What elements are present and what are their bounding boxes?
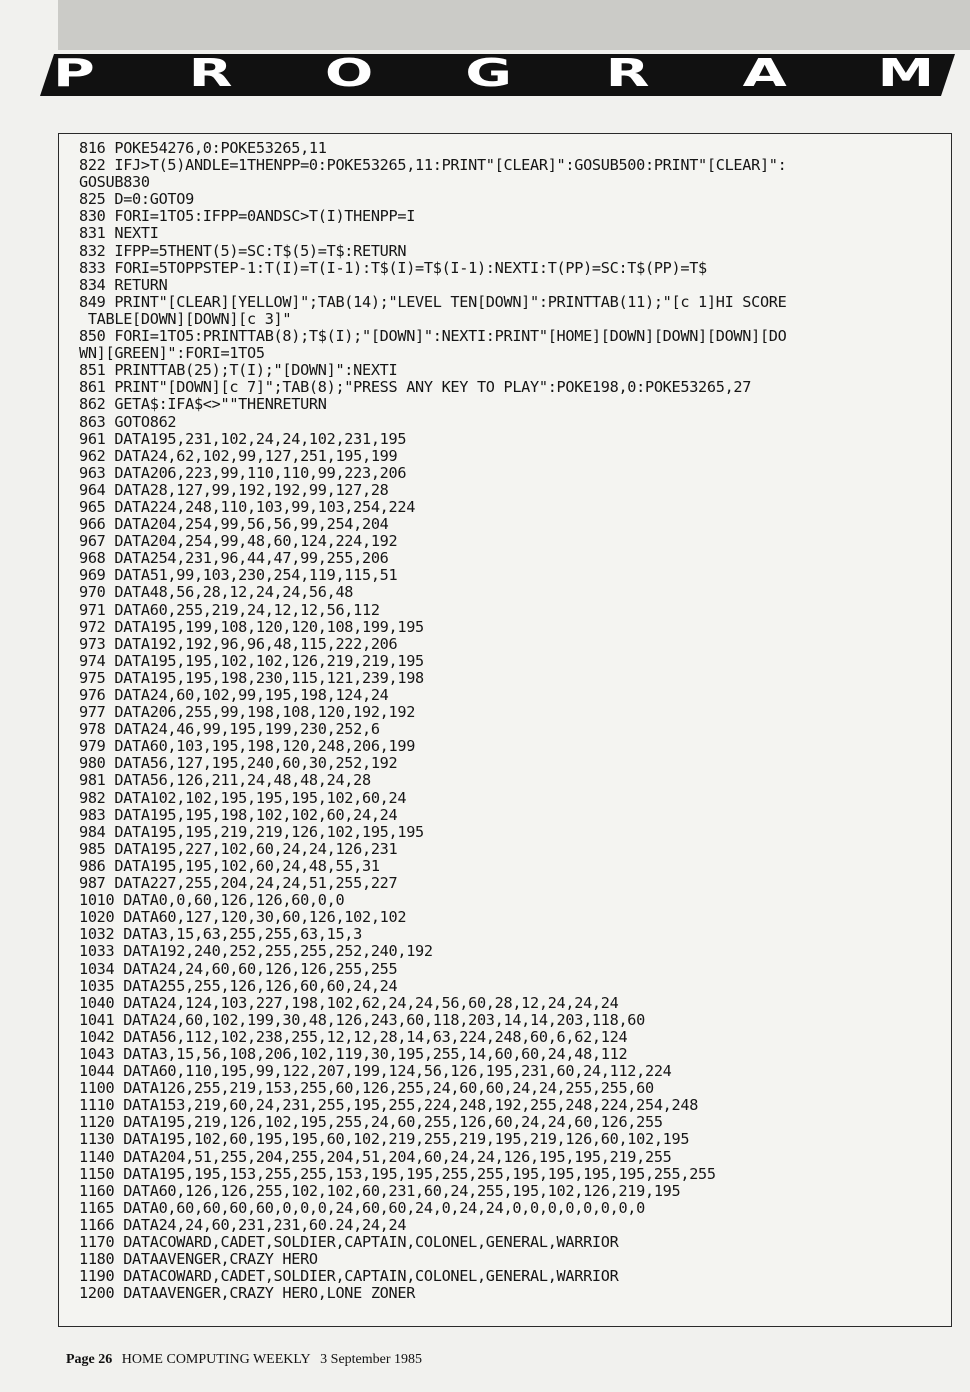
code-line: 1040 DATA24,124,103,227,198,102,62,24,24,56,60,28,12,24,24,24 — [79, 993, 619, 1012]
code-line: 966 DATA204,254,99,56,56,99,254,204 — [79, 515, 389, 534]
code-line: 987 DATA227,255,204,24,24,51,255,227 — [79, 874, 398, 893]
code-line: 1190 DATACOWARD,CADET,SOLDIER,CAPTAIN,COLONEL,GENERAL,WARRIOR — [79, 1267, 619, 1286]
program-banner — [40, 50, 955, 96]
code-line: 833 FORI=5TOPPSTEP-1:T(I)=T(I-1):T$(I)=T$(I-1):NEXTI:T(PP)=SC:T$(PP)=T$ — [79, 258, 707, 277]
code-line: 985 DATA195,227,102,60,24,24,126,231 — [79, 839, 398, 858]
code-line: 1140 DATA204,51,255,204,255,204,51,204,60,24,24,126,195,195,219,255 — [79, 1147, 672, 1166]
program-listing-box — [58, 133, 952, 1327]
banner-letter-g: G — [465, 51, 513, 95]
code-line: 834 RETURN — [79, 275, 168, 294]
code-line: 1180 DATAAVENGER,CRAZY HERO — [79, 1250, 318, 1269]
code-line: 971 DATA60,255,219,24,12,12,56,112 — [79, 600, 380, 619]
banner-letter-r2: R — [605, 51, 650, 95]
banner-letter-p: P — [53, 51, 95, 95]
code-line: 1160 DATA60,126,126,255,102,102,60,231,60,24,255,195,102,126,219,195 — [79, 1181, 681, 1200]
code-line: 980 DATA56,127,195,240,60,30,252,192 — [79, 754, 398, 773]
code-line: 863 GOTO862 — [79, 412, 177, 431]
code-line: 983 DATA195,195,198,102,102,60,24,24 — [79, 805, 398, 824]
code-line: 970 DATA48,56,28,12,24,24,56,48 — [79, 583, 354, 602]
code-line: 976 DATA24,60,102,99,195,198,124,24 — [79, 686, 389, 704]
code-line: 963 DATA206,223,99,110,110,99,223,206 — [79, 463, 407, 482]
code-line: 975 DATA195,195,198,230,115,121,239,198 — [79, 668, 424, 687]
code-line: 1120 DATA195,219,126,102,195,255,24,60,255,126,60,24,24,60,126,255 — [79, 1113, 663, 1132]
top-gray-bar — [58, 0, 970, 50]
issue-date: 3 September 1985 — [320, 1352, 423, 1367]
code-line: TABLE[DOWN][DOWN][c 3]" — [79, 309, 292, 328]
code-line: 1110 DATA153,219,60,24,231,255,195,255,224,248,192,255,248,224,254,248 — [79, 1096, 699, 1115]
banner-letter-m: M — [877, 51, 935, 95]
code-line: 1130 DATA195,102,60,195,195,60,102,219,255,219,195,219,126,60,102,195 — [79, 1130, 690, 1149]
code-line: 832 IFPP=5THENT(5)=SC:T$(5)=T$:RETURN — [79, 241, 407, 260]
code-line: 1170 DATACOWARD,CADET,SOLDIER,CAPTAIN,COLONEL,GENERAL,WARRIOR — [79, 1233, 619, 1251]
page-number: Page 26 — [66, 1352, 113, 1367]
code-line: 977 DATA206,255,99,198,108,120,192,192 — [79, 703, 416, 722]
code-line: 968 DATA254,231,96,44,47,99,255,206 — [79, 549, 389, 568]
code-line: 961 DATA195,231,102,24,24,102,231,195 — [79, 429, 407, 448]
code-line: 965 DATA224,248,110,103,99,103,254,224 — [79, 497, 416, 516]
publication-name: HOME COMPUTING WEEKLY — [121, 1352, 311, 1367]
code-line: 972 DATA195,199,108,120,120,108,199,195 — [79, 617, 424, 636]
code-line: 986 DATA195,195,102,60,24,48,55,31 — [79, 856, 380, 875]
code-line: 1044 DATA60,110,195,99,122,207,199,124,56,126,195,231,60,24,112,224 — [79, 1062, 672, 1081]
code-line: 822 IFJ>T(5)ANDLE=1THENPP=0:POKE53265,11:PRINT"[CLEAR]":GOSUB500:PRINT"[CLEAR]": — [79, 156, 787, 175]
code-line: 1041 DATA24,60,102,199,30,48,126,243,60,118,203,14,14,203,118,60 — [79, 1010, 645, 1029]
code-line: 1165 DATA0,60,60,60,60,0,0,0,24,60,60,24,0,24,24,0,0,0,0,0,0,0,0 — [79, 1198, 645, 1217]
banner-letters — [40, 50, 955, 96]
code-line: 1166 DATA24,24,60,231,231,60.24,24,24 — [79, 1215, 407, 1234]
code-line: 1033 DATA192,240,252,255,255,252,240,192 — [79, 942, 433, 961]
code-line: 962 DATA24,62,102,99,127,251,195,199 — [79, 446, 398, 465]
code-line: 979 DATA60,103,195,198,120,248,206,199 — [79, 737, 416, 756]
code-line: 831 NEXTI — [79, 224, 159, 243]
code-line: 1020 DATA60,127,120,30,60,126,102,102 — [79, 908, 407, 927]
code-line: GOSUB830 — [79, 173, 150, 192]
banner-letter-r: R — [188, 51, 233, 95]
banner-letter-o: O — [324, 51, 374, 95]
program-listing — [79, 140, 949, 1302]
code-line: WN][GREEN]":FORI=1TO5 — [79, 344, 265, 363]
code-line: 1032 DATA3,15,63,255,255,63,15,3 — [79, 925, 362, 944]
code-line: 984 DATA195,195,219,219,126,102,195,195 — [79, 822, 424, 841]
code-line: 973 DATA192,192,96,96,48,115,222,206 — [79, 634, 398, 653]
code-line: 969 DATA51,99,103,230,254,119,115,51 — [79, 566, 398, 585]
code-line: 1150 DATA195,195,153,255,255,153,195,195,255,255,195,195,195,195,255,255 — [79, 1164, 716, 1183]
code-line: 1035 DATA255,255,126,126,60,60,24,24 — [79, 976, 398, 995]
code-line: 1010 DATA0,0,60,126,126,60,0,0 — [79, 891, 345, 910]
code-line: 982 DATA102,102,195,195,195,102,60,24 — [79, 788, 407, 807]
code-line: 978 DATA24,46,99,195,199,230,252,6 — [79, 720, 380, 739]
code-line: 967 DATA204,254,99,48,60,124,224,192 — [79, 532, 398, 551]
code-line: 1042 DATA56,112,102,238,255,12,12,28,14,63,224,248,60,6,62,124 — [79, 1027, 628, 1046]
code-line: 974 DATA195,195,102,102,126,219,219,195 — [79, 651, 424, 670]
code-line: 1200 DATAAVENGER,CRAZY HERO,LONE ZONER — [79, 1284, 416, 1303]
code-line: 825 D=0:GOTO9 — [79, 190, 194, 209]
code-line: 1034 DATA24,24,60,60,126,126,255,255 — [79, 959, 398, 978]
code-line: 1043 DATA3,15,56,108,206,102,119,30,195,255,14,60,60,24,48,112 — [79, 1044, 628, 1063]
code-line: 861 PRINT"[DOWN][c 7]";TAB(8);"PRESS ANY KEY TO PLAY":POKE198,0:POKE53265,27 — [79, 378, 752, 397]
code-line: 850 FORI=1TO5:PRINTTAB(8);T$(I);"[DOWN]":NEXTI:PRINT"[HOME][DOWN][DOWN][DOWN][DO — [79, 327, 787, 346]
code-line: 862 GETA$:IFA$<>""THENRETURN — [79, 395, 327, 414]
code-line: 1100 DATA126,255,219,153,255,60,126,255,24,60,60,24,24,255,255,60 — [79, 1079, 654, 1098]
code-line: 849 PRINT"[CLEAR][YELLOW]";TAB(14);"LEVEL TEN[DOWN]":PRINTTAB(11);"[c 1]HI SCORE — [79, 292, 787, 311]
banner-letter-a: A — [742, 51, 787, 95]
code-line: 981 DATA56,126,211,24,48,48,24,28 — [79, 771, 371, 790]
code-line: 816 POKE54276,0:POKE53265,11 — [79, 139, 327, 157]
code-line: 851 PRINTTAB(25);T(I);"[DOWN]":NEXTI — [79, 361, 398, 380]
code-line: 964 DATA28,127,99,192,192,99,127,28 — [79, 480, 389, 499]
code-line: 830 FORI=1TO5:IFPP=0ANDSC>T(I)THENPP=I — [79, 207, 416, 226]
page-footer — [66, 1352, 428, 1368]
